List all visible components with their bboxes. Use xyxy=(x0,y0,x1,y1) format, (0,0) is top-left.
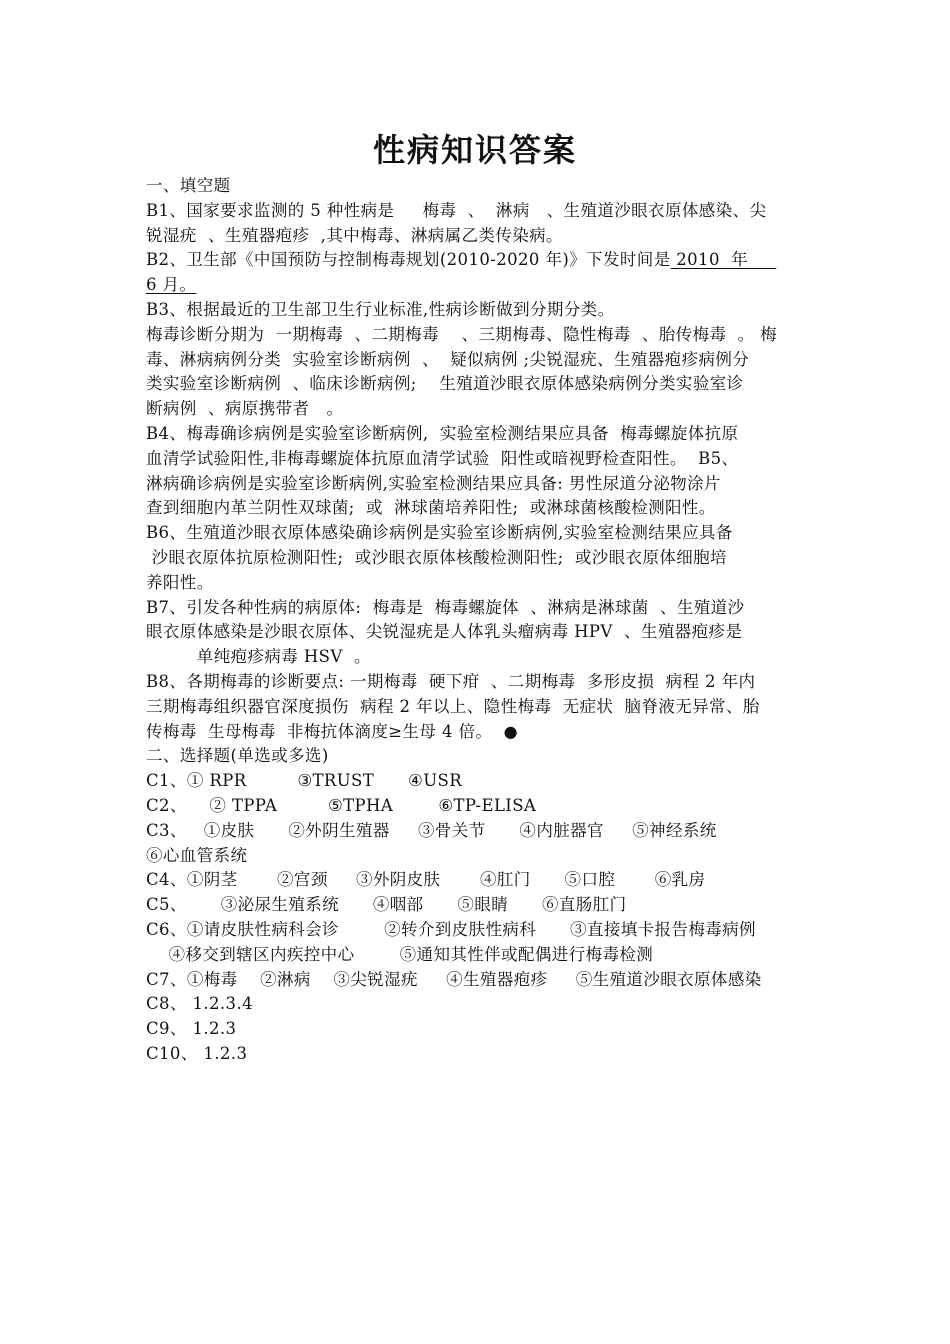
text-line: 血清学试验阳性,非梅毒螺旋体抗原血清学试验 阳性或暗视野检查阳性。 B5、 xyxy=(146,448,739,468)
answer-line: C8、 1.2.3.4 xyxy=(146,994,253,1014)
text-line: B1、国家要求监测的 5 种性病是 梅毒 、 淋病 、生殖道沙眼衣原体感染、尖 xyxy=(146,200,767,220)
text-line: 单纯疱疹病毒 HSV 。 xyxy=(146,647,371,667)
section-heading-fill-blank: 一、填空题 xyxy=(146,176,231,195)
text-line-b2 xyxy=(146,248,811,273)
answer-line: ④移交到辖区内疾控中心 ⑤通知其性伴或配偶进行梅毒检测 xyxy=(146,944,654,964)
answer-line: C1、① RPR ③TRUST ④USR xyxy=(146,771,463,791)
b2-month-underlined: 6 月。 xyxy=(146,275,197,295)
text-line: 毒、淋病病例分类 实验室诊断病例 、 疑似病例 ;尖锐湿疣、生殖器疱疹病例分 xyxy=(146,349,750,369)
answer-line: C10、 1.2.3 xyxy=(146,1043,248,1063)
text-line: 查到细胞内革兰阴性双球菌; 或 淋球菌培养阳性; 或淋球菌核酸检测阳性。 xyxy=(146,498,716,518)
answer-line: C6、①请皮肤性病科会诊 ②转介到皮肤性病科 ③直接填卡报告梅毒病例 xyxy=(146,919,756,939)
text-line: 类实验室诊断病例 、临床诊断病例; 生殖道沙眼衣原体感染病例分类实验室诊 xyxy=(146,374,744,394)
answer-line: C7、①梅毒 ②淋病 ③尖锐湿疣 ④生殖器疱疹 ⑤生殖道沙眼衣原体感染 xyxy=(146,969,762,989)
bullet-dot: ● xyxy=(503,721,518,741)
answer-line: C9、 1.2.3 xyxy=(146,1019,237,1039)
text-line xyxy=(146,273,811,298)
answer-line: C3、 ①皮肤 ②外阴生殖器 ③骨关节 ④内脏器官 ⑤神经系统 xyxy=(146,820,717,840)
text-line: 梅毒诊断分期为 一期梅毒 、二期梅毒 、三期梅毒、隐性梅毒 、胎传梅毒 。 梅 xyxy=(146,324,778,344)
text-line: 沙眼衣原体抗原检测阳性; 或沙眼衣原体核酸检测阳性; 或沙眼衣原体细胞培 xyxy=(146,547,727,567)
b2-prefix: B2、卫生部《中国预防与控制梅毒规划(2010-2020 年)》下发时间是 xyxy=(146,250,671,270)
text-line: 眼衣原体感染是沙眼衣原体、尖锐湿疣是人体乳头瘤病毒 HPV 、生殖器疱疹是 xyxy=(146,622,743,642)
text-line: B3、根据最近的卫生部卫生行业标准,性病诊断做到分期分类。 xyxy=(146,299,615,319)
text-line-b8-end xyxy=(146,720,811,745)
b8-last-text: 传梅毒 生母梅毒 非梅抗体滴度≥生母 4 倍。 xyxy=(146,721,493,741)
text-line: 养阳性。 xyxy=(146,572,214,592)
text-line: B4、梅毒确诊病例是实验室诊断病例, 实验室检测结果应具备 梅毒螺旋体抗原 xyxy=(146,423,739,443)
answer-line: C4、①阴茎 ②宫颈 ③外阴皮肤 ④肛门 ⑤口腔 ⑥乳房 xyxy=(146,870,706,890)
text-line: 锐湿疣 、生殖器疱疹 ,其中梅毒、淋病属乙类传染病。 xyxy=(146,225,563,245)
section-heading-choice: 二、选择题(单选或多选) xyxy=(146,746,329,766)
text-line: B6、生殖道沙眼衣原体感染确诊病例是实验室诊断病例,实验室检测结果应具备 xyxy=(146,523,733,543)
text-line: 淋病确诊病例是实验室诊断病例,实验室检测结果应具备: 男性尿道分泌物涂片 xyxy=(146,473,721,493)
answer-line: ⑥心血管系统 xyxy=(146,845,248,865)
b2-date-underlined: 2010 年 xyxy=(670,250,777,270)
page-title: 性病知识答案 xyxy=(372,131,577,169)
text-line: 断病例 、病原携带者 。 xyxy=(146,399,344,419)
text-line: B8、各期梅毒的诊断要点: 一期梅毒 硬下疳 、二期梅毒 多形皮损 病程 2 年内 xyxy=(146,671,756,691)
answer-line: C2、 ② TPPA ⑤TPHA ⑥TP-ELISA xyxy=(146,795,537,815)
answer-body xyxy=(146,174,811,1067)
answer-line: C5、 ③泌尿生殖系统 ④咽部 ⑤眼睛 ⑥直肠肛门 xyxy=(146,895,627,915)
text-line: B7、引发各种性病的病原体: 梅毒是 梅毒螺旋体 、淋病是淋球菌 、生殖道沙 xyxy=(146,597,745,617)
text-line: 三期梅毒组织器官深度损伤 病程 2 年以上、隐性梅毒 无症状 脑脊液无异常、胎 xyxy=(146,696,760,716)
